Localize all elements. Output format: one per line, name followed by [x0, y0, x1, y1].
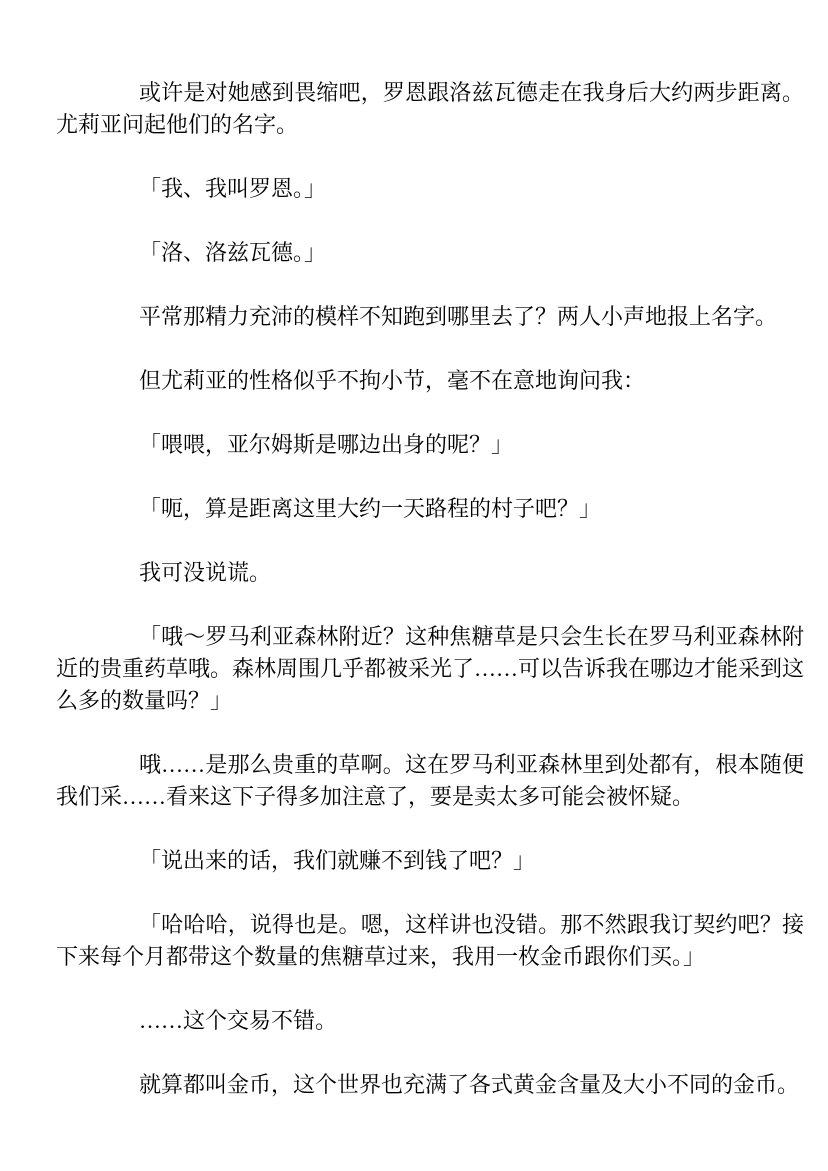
- paragraph: 哦……是那么贵重的草啊。这在罗马利亚森林里到处都有，根本随便我们采……看来这下子得多加注意了，要是卖太多可能会被怀疑。: [56, 752, 804, 809]
- paragraph: 或许是对她感到畏缩吧，罗恩跟洛兹瓦德走在我身后大约两步距离。尤莉亚问起他们的名字。: [56, 80, 804, 137]
- paragraph: 但尤莉亚的性格似乎不拘小节，毫不在意地询问我：: [139, 368, 646, 393]
- paragraph: 「呃，算是距离这里大约一天路程的村子吧？」: [139, 496, 602, 521]
- paragraph: 就算都叫金币，这个世界也充满了各式黄金含量及大小不同的金币。: [139, 1072, 800, 1097]
- paragraph: 「喂喂，亚尔姆斯是哪边出身的呢？」: [139, 432, 514, 457]
- paragraph: 「说出来的话，我们就赚不到钱了吧？」: [139, 848, 536, 873]
- paragraph: 「洛、洛兹瓦德。」: [139, 240, 327, 265]
- paragraph: 「哦～罗马利亚森林附近？这种焦糖草是只会生长在罗马利亚森林附近的贵重药草哦。森林周围几乎都被采光了……可以告诉我在哪边才能采到这么多的数量吗？」: [56, 624, 805, 713]
- paragraph: 我可没说谎。: [139, 560, 272, 585]
- paragraph: 「哈哈哈，说得也是。嗯，这样讲也没错。那不然跟我订契约吧？接下来每个月都带这个数量的焦糖草过来，我用一枚金币跟你们买。」: [56, 912, 804, 969]
- paragraph: 平常那精力充沛的模样不知跑到哪里去了？两人小声地报上名字。: [139, 304, 778, 329]
- paragraph: ……这个交易不错。: [139, 1008, 338, 1033]
- paragraph: 「我、我叫罗恩。」: [139, 176, 327, 201]
